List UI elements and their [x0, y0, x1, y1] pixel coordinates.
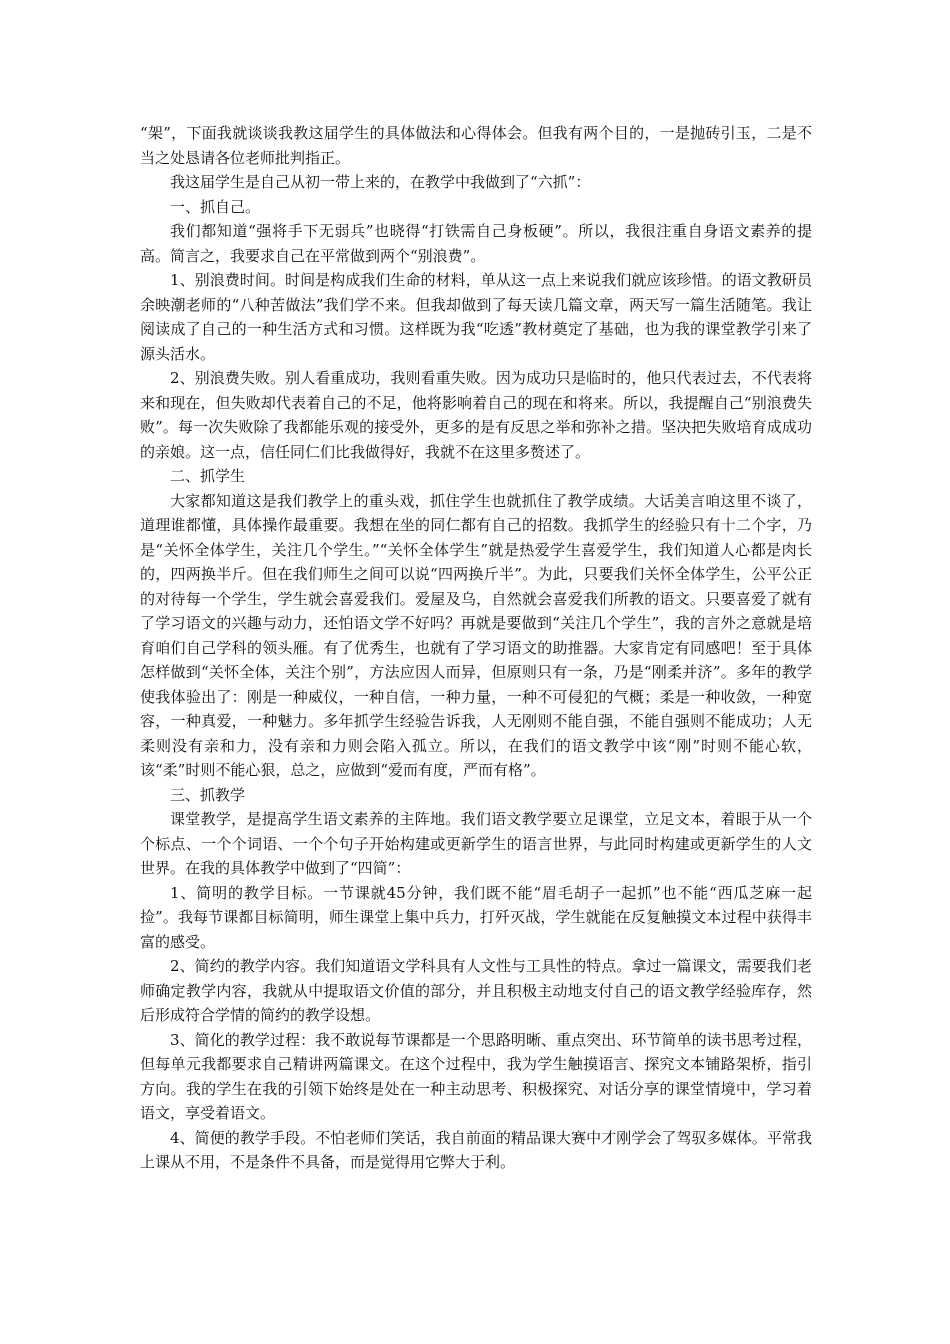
- section-heading-2: 二、抓学生: [170, 467, 246, 485]
- document-body: [140, 121, 812, 1175]
- section-heading-3: 三、抓教学: [170, 785, 246, 804]
- paragraph: 大家都知道这是我们教学上的重头戏，抓住学生也就抓住了教学成绩。大话美言咱这里不谈了，道理谁都懂，具体操作最重要。我想在坐的同仁都有自己的招数。我抓学生的经验只有十二个字，乃是“关怀全体学生，关注几个学生。”“关怀全体学生”就是热爱学生喜爱学生，我们知道人心都是肉长的，四两换半斤。但在我们师生之间可以说“四两换斤半”。为此，只要我们关怀全体学生，公平公正的对待每一个学生，学生就会喜爱我们。爱屋及乌，自然就会喜爱我们所教的语文。只要喜爱了就有了学习语文的兴趣与动力，还怕语文学不好吗？再就是要做到“关注几个学生”，我的言外之意就是培育咱们自己学科的领头雁。有了优秀生，也就有了学习语文的助推器。大家肯定有同感吧！至于具体怎样做到“关怀全体，关注个别”，方法应因人而异，但原则只有一条，乃是“刚柔并济”。多年的教学使我体验出了：刚是一种威仪，一种自信，一种力量，一种不可侵犯的气概；柔是一种收敛，一种宽容，一种真爱，一种魅力。多年抓学生经验告诉我，人无刚则不能自强，不能自强则不能成功；人无柔则没有亲和力，没有亲和力则会陷入孤立。所以，在我们的语文教学中该“刚”时则不能心软，该“柔”时则不能心狠，总之，应做到“爱而有度，严而有格”。: [140, 491, 812, 779]
- list-item: 1、简明的教学目标。一节课就45分钟，我们既不能“眉毛胡子一起抓”也不能“西瓜芝麻一起捡”。我每节课都目标简明，师生课堂上集中兵力，打歼灭战，学生就能在反复触摸文本过程中获得丰富的感受。: [140, 883, 812, 951]
- paragraph: 我们都知道“强将手下无弱兵”也晓得“打铁需自己身板硬”。所以，我很注重自身语文素养的提高。简言之，我要求自己在平常做到两个“别浪费”。: [140, 222, 812, 265]
- paragraph: 课堂教学，是提高学生语文素养的主阵地。我们语文教学要立足课堂，立足文本，着眼于从一个个标点、一个个词语、一个个句子开始构建或更新学生的语言世界，与此同时构建或更新学生的人文世界。在我的具体教学中做到了“四简”：: [140, 810, 812, 877]
- list-item: 2、简约的教学内容。我们知道语文学科具有人文性与工具性的特点。拿过一篇课文，需要我们老师确定教学内容，我就从中提取语文价值的部分，并且积极主动地支付自己的语文教学经验库存，然后形成符合学情的简约的教学设想。: [140, 957, 812, 1024]
- list-item: 4、简便的教学手段。不怕老师们笑话，我自前面的精品课大赛中才刚学会了驾驭多媒体。平常我上课从不用，不是条件不具备，而是觉得用它弊大于利。: [140, 1128, 812, 1171]
- paragraph-continuation: “架”，下面我就谈谈我教这届学生的具体做法和心得体会。但我有两个目的，一是抛砖引玉，二是不当之处恳请各位老师批判指正。: [140, 124, 812, 167]
- section-heading-1: 一、抓自己。: [170, 197, 261, 216]
- paragraph-intro: 我这届学生是自己从初一带上来的，在教学中我做到了“六抓”：: [170, 173, 591, 191]
- list-item: 1、别浪费时间。时间是构成我们生命的材料，单从这一点上来说我们就应该珍惜。的语文教研员余映潮老师的“八种苦做法”我们学不来。但我却做到了每天读几篇文章，两天写一篇生活随笔。我让阅读成了自己的一种生活方式和习惯。这样既为我“吃透”教材奠定了基础，也为我的课堂教学引来了源头活水。: [140, 271, 812, 363]
- list-item: 3、简化的教学过程：我不敢说每节课都是一个思路明晰、重点突出、环节简单的读书思考过程，但每单元我都要求自己精讲两篇课文。在这个过程中，我为学生触摸语言、探究文本铺路架桥，指引方向。我的学生在我的引领下始终是处在一种主动思考、积极探究、对话分享的课堂情境中，学习着语文，享受着语文。: [140, 1030, 812, 1122]
- list-item: 2、别浪费失败。别人看重成功，我则看重失败。因为成功只是临时的，他只代表过去，不代表将来和现在，但失败却代表着自己的不足，他将影响着自己的现在和将来。所以，我提醒自己“别浪费失败”。每一次失败除了我都能乐观的接受外，更多的是有反思之举和弥补之措。坚决把失败培育成成功的亲娘。这一点，信任同仁们比我做得好，我就不在这里多赘述了。: [140, 369, 812, 461]
